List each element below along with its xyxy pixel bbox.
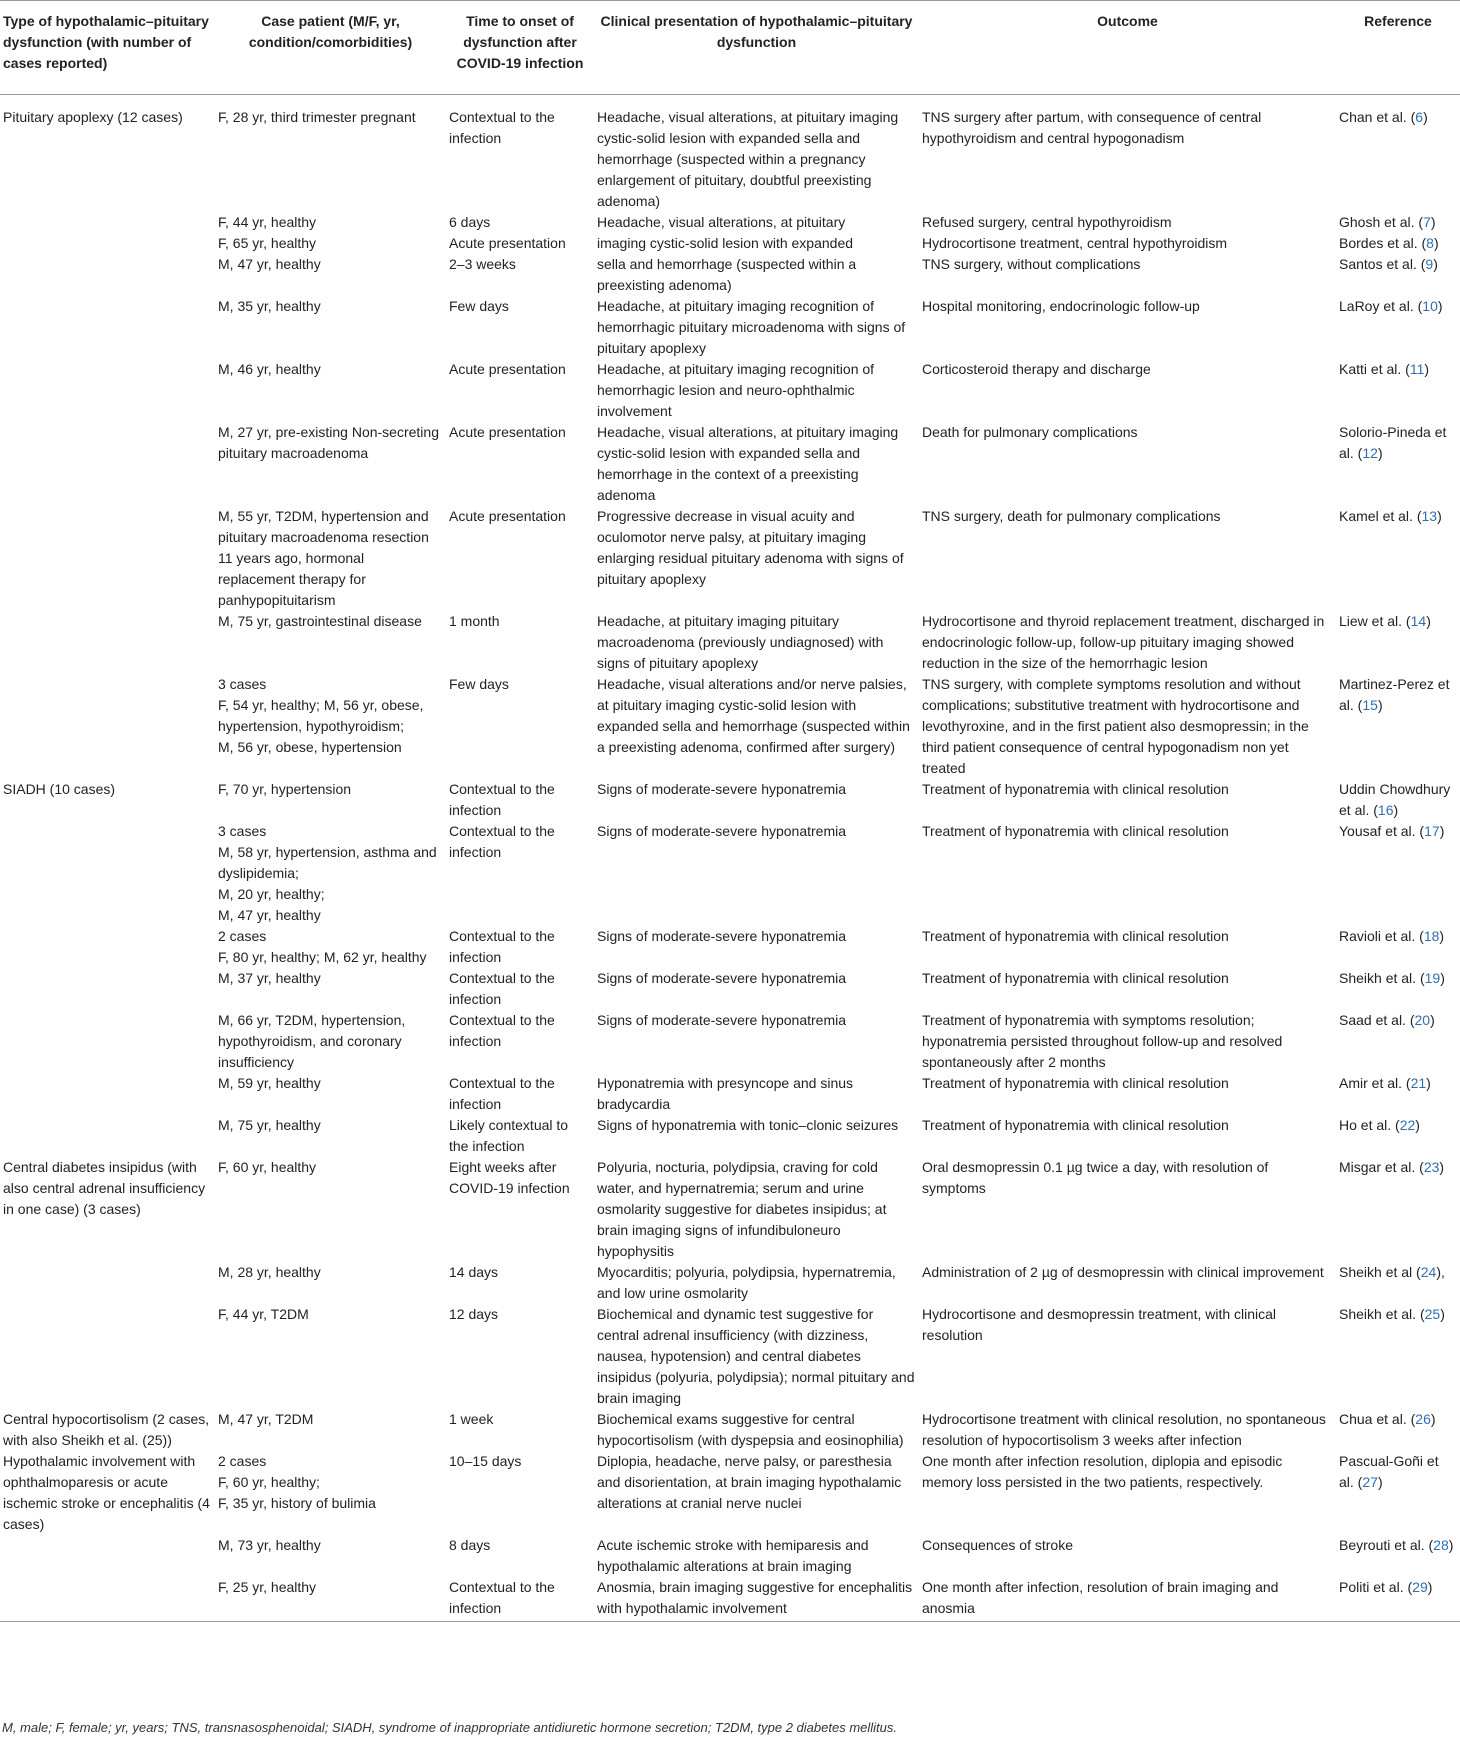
cell-type bbox=[0, 1115, 215, 1157]
header-patient: Case patient (M/F, yr, condition/comorbidities) bbox=[215, 1, 446, 95]
cell-reference: Santos et al. (9) bbox=[1339, 256, 1438, 272]
cell-patient: M, 59 yr, healthy bbox=[218, 1075, 321, 1091]
cell-patient: M, 46 yr, healthy bbox=[218, 361, 321, 377]
cell-type bbox=[0, 1073, 215, 1115]
table-row bbox=[0, 1577, 1460, 1622]
cell-time: 8 days bbox=[449, 1537, 491, 1553]
table-footnote: M, male; F, female; yr, years; TNS, transnasosphenoidal; SIADH, syndrome of inappropriate antidiuretic hormone secretion; T2DM, type 2 diabetes mellitus. bbox=[2, 1720, 898, 1735]
reference-link[interactable]: 16 bbox=[1377, 802, 1394, 818]
cell-type: Central diabetes insipidus (with also central adrenal insufficiency in one case) (3 cases) bbox=[3, 1159, 206, 1217]
reference-link[interactable]: 21 bbox=[1410, 1075, 1427, 1091]
reference-author: Chan et al. bbox=[1339, 109, 1407, 125]
cell-presentation: Signs of moderate-severe hyponatremia bbox=[597, 970, 847, 986]
table-row bbox=[0, 1304, 1460, 1409]
table-row bbox=[0, 926, 1460, 968]
cell-patient: 3 cases F, 54 yr, healthy; M, 56 yr, obese, hypertension, hypothyroidism; M, 56 yr, obese, hypertension bbox=[218, 676, 424, 755]
cell-time: Contextual to the infection bbox=[449, 823, 555, 860]
cell-patient: M, 47 yr, T2DM bbox=[218, 1411, 314, 1427]
cell-presentation: Headache, visual alterations, at pituitary imaging cystic-solid lesion with expanded sella and hemorrhage (suspected within a pregnancy enlargement of pituitary, doubtful preexisting adenoma) bbox=[597, 109, 899, 209]
cell-patient: M, 28 yr, healthy bbox=[218, 1264, 321, 1280]
reference-link[interactable]: 24 bbox=[1420, 1264, 1437, 1280]
reference-link[interactable]: 10 bbox=[1422, 298, 1438, 314]
cell-outcome: Oral desmopressin 0.1 µg twice a day, with resolution of symptoms bbox=[922, 1159, 1269, 1196]
cell-outcome: Treatment of hyponatremia with clinical resolution bbox=[922, 823, 1229, 839]
cell-presentation: Biochemical exams suggestive for central hypocortisolism (with dyspepsia and eosinophilia) bbox=[597, 1411, 904, 1448]
cell-presentation: Headache, at pituitary imaging pituitary macroadenoma (previously undiagnosed) with signs of pituitary apoplexy bbox=[597, 613, 884, 671]
cell-presentation: Headache, at pituitary imaging recognition of hemorrhagic lesion and neuro-ophthalmic involvement bbox=[597, 361, 875, 419]
reference-link[interactable]: 28 bbox=[1433, 1537, 1449, 1553]
cell-patient: 2 cases F, 80 yr, healthy; M, 62 yr, healthy bbox=[218, 928, 427, 965]
cell-reference: Sheikh et al (24), bbox=[1339, 1264, 1445, 1280]
cell-patient: F, 70 yr, hypertension bbox=[218, 781, 352, 797]
cell-outcome: Administration of 2 µg of desmopressin with clinical improvement bbox=[922, 1264, 1324, 1280]
reference-author: Sheikh et al. bbox=[1339, 1306, 1417, 1322]
cell-patient: 2 cases F, 60 yr, healthy; F, 35 yr, history of bulimia bbox=[218, 1453, 376, 1511]
table-row bbox=[0, 968, 1460, 1010]
cell-type bbox=[0, 422, 215, 506]
header-type: Type of hypothalamic–pituitary dysfunction (with number of cases reported) bbox=[0, 1, 215, 95]
reference-link[interactable]: 23 bbox=[1423, 1159, 1440, 1175]
cell-outcome: One month after infection, resolution of brain imaging and anosmia bbox=[919, 1577, 1336, 1622]
cell-type bbox=[0, 254, 215, 296]
reference-author: Yousaf et al. bbox=[1339, 823, 1416, 839]
cell-patient: M, 27 yr, pre-existing Non-secreting pituitary macroadenoma bbox=[218, 424, 439, 461]
reference-author: Chua et al. bbox=[1339, 1411, 1407, 1427]
cell-patient: M, 55 yr, T2DM, hypertension and pituitary macroadenoma resection 11 years ago, hormonal replacement therapy for panhypopituitarism bbox=[218, 508, 429, 608]
reference-link[interactable]: 8 bbox=[1426, 235, 1434, 251]
table-row bbox=[0, 212, 1460, 233]
cell-reference: Ho et al. (22) bbox=[1339, 1117, 1420, 1133]
cell-presentation: Polyuria, nocturia, polydipsia, craving for cold water, and hypernatremia; serum and urine osmolarity suggestive for diabetes insipidus; at brain imaging signs of infundibuloneuro hypophysitis bbox=[597, 1159, 887, 1259]
reference-author: Saad et al. bbox=[1339, 1012, 1406, 1028]
cell-outcome: Hospital monitoring, endocrinologic follow-up bbox=[922, 298, 1200, 314]
reference-author: Martinez-Perez et al. bbox=[1339, 676, 1450, 713]
cell-outcome: Hydrocortisone and thyroid replacement treatment, discharged in endocrinologic follow-up, follow-up pituitary imaging showed reduction in the size of the hemorrhagic lesion bbox=[922, 613, 1325, 671]
cell-time: 10–15 days bbox=[449, 1453, 522, 1469]
cell-time: Few days bbox=[449, 676, 509, 692]
cell-time: Contextual to the infection bbox=[449, 1075, 555, 1112]
table-row bbox=[0, 1451, 1460, 1535]
reference-author: Liew et al. bbox=[1339, 613, 1403, 629]
reference-link[interactable]: 13 bbox=[1421, 508, 1438, 524]
reference-author: Katti et al. bbox=[1339, 361, 1402, 377]
reference-author: Beyrouti et al. bbox=[1339, 1537, 1425, 1553]
cell-type bbox=[0, 1010, 215, 1073]
table-row bbox=[0, 674, 1460, 779]
cell-outcome: Hydrocortisone treatment, central hypothyroidism bbox=[922, 235, 1228, 251]
cell-patient: M, 47 yr, healthy bbox=[218, 256, 321, 272]
cell-reference: Katti et al. (11) bbox=[1339, 361, 1430, 377]
table-row bbox=[0, 611, 1460, 674]
reference-author: Politi et al. bbox=[1339, 1579, 1404, 1595]
reference-author: Sheikh et al bbox=[1339, 1264, 1413, 1280]
cell-type bbox=[0, 1535, 215, 1577]
header-presentation: Clinical presentation of hypothalamic–pituitary dysfunction bbox=[594, 1, 919, 95]
reference-link[interactable]: 29 bbox=[1412, 1579, 1428, 1595]
cell-presentation: Signs of moderate-severe hyponatremia bbox=[597, 781, 847, 797]
cell-presentation: Signs of hyponatremia with tonic–clonic seizures bbox=[597, 1117, 899, 1133]
cell-reference: Beyrouti et al. (28) bbox=[1339, 1537, 1454, 1553]
reference-link[interactable]: 9 bbox=[1425, 256, 1434, 272]
reference-link[interactable]: 25 bbox=[1424, 1306, 1441, 1322]
cell-time: Contextual to the infection bbox=[446, 1577, 594, 1622]
table-row bbox=[0, 779, 1460, 821]
cell-patient: M, 73 yr, healthy bbox=[218, 1537, 321, 1553]
cell-time: 1 month bbox=[449, 613, 500, 629]
cell-patient: M, 75 yr, gastrointestinal disease bbox=[218, 613, 422, 629]
cell-presentation: Headache, at pituitary imaging recognition of hemorrhagic pituitary microadenoma with signs of pituitary apoplexy bbox=[597, 298, 906, 356]
cell-outcome: Refused surgery, central hypothyroidism bbox=[922, 214, 1172, 230]
cell-reference: Pascual-Goñi et al. (27) bbox=[1339, 1453, 1439, 1490]
cell-time: Eight weeks after COVID-19 infection bbox=[449, 1159, 570, 1196]
cell-outcome: Corticosteroid therapy and discharge bbox=[922, 361, 1151, 377]
cell-type bbox=[0, 674, 215, 779]
cell-presentation: Progressive decrease in visual acuity and oculomotor nerve palsy, at pituitary imaging enlarging residual pituitary adenoma with signs of pituitary apoplexy bbox=[597, 508, 904, 587]
cell-presentation: Hyponatremia with presyncope and sinus bradycardia bbox=[597, 1075, 854, 1112]
cell-outcome: TNS surgery, with complete symptoms resolution and without complications; substitutive treatment with hydrocortisone and levothyroxine, and in the first patient also desmopressin; in the third patient consequence of central hypogonadism non yet treated bbox=[922, 676, 1309, 776]
cell-type bbox=[0, 212, 215, 233]
reference-link[interactable]: 12 bbox=[1362, 445, 1378, 461]
cell-presentation: Diplopia, headache, nerve palsy, or paresthesia and disorientation, at brain imaging hypothalamic alterations at cranial nerve nuclei bbox=[597, 1453, 902, 1511]
cell-time: 12 days bbox=[449, 1306, 499, 1322]
table-row bbox=[0, 95, 1460, 213]
reference-link[interactable]: 6 bbox=[1415, 109, 1424, 125]
cell-outcome: Death for pulmonary complications bbox=[922, 424, 1138, 440]
cell-outcome: Treatment of hyponatremia with clinical resolution bbox=[922, 1075, 1229, 1091]
cell-reference: Sheikh et al. (25) bbox=[1339, 1306, 1445, 1322]
cell-type bbox=[0, 821, 215, 926]
table-row bbox=[0, 233, 1460, 254]
cell-patient: F, 28 yr, third trimester pregnant bbox=[218, 109, 416, 125]
cell-type: Hypothalamic involvement with ophthalmoparesis or acute ischemic stroke or encephalitis (4 cases) bbox=[3, 1453, 210, 1532]
reference-author: Misgar et al. bbox=[1339, 1159, 1416, 1175]
cell-time: Contextual to the infection bbox=[449, 970, 555, 1007]
cell-presentation: Acute ischemic stroke with hemiparesis and hypothalamic alterations at brain imaging bbox=[597, 1537, 869, 1574]
cell-time: Few days bbox=[449, 298, 509, 314]
cell-patient: 3 cases M, 58 yr, hypertension, asthma and dyslipidemia; M, 20 yr, healthy; M, 47 yr, healthy bbox=[218, 823, 437, 923]
cell-patient: M, 75 yr, healthy bbox=[218, 1117, 321, 1133]
reference-author: Ravioli et al. bbox=[1339, 928, 1416, 944]
reference-author: Uddin Chowdhury et al. bbox=[1339, 781, 1451, 818]
cell-time: 14 days bbox=[449, 1264, 499, 1280]
header-reference: Reference bbox=[1336, 1, 1460, 95]
reference-author: Ghosh et al. bbox=[1339, 214, 1415, 230]
cell-time: Contextual to the infection bbox=[449, 928, 555, 965]
cell-type bbox=[0, 968, 215, 1010]
table-row bbox=[0, 1157, 1460, 1262]
cell-presentation: Signs of moderate-severe hyponatremia bbox=[597, 823, 847, 839]
cell-reference: Liew et al. (14) bbox=[1339, 613, 1431, 629]
cell-patient: F, 25 yr, healthy bbox=[215, 1577, 446, 1622]
cell-reference: Misgar et al. (23) bbox=[1339, 1159, 1445, 1175]
table-body bbox=[0, 95, 1460, 1622]
cell-patient: F, 44 yr, healthy bbox=[218, 214, 317, 230]
reference-author: Amir et al. bbox=[1339, 1075, 1403, 1091]
cell-presentation: Headache, visual alterations, at pituitary imaging cystic-solid lesion with expanded sella and hemorrhage in the context of a preexisting adenoma bbox=[597, 424, 899, 503]
cell-time: Contextual to the infection bbox=[449, 1012, 555, 1049]
header-outcome: Outcome bbox=[919, 1, 1336, 95]
table-row bbox=[0, 254, 1460, 296]
cell-outcome: Hydrocortisone and desmopressin treatment, with clinical resolution bbox=[922, 1306, 1277, 1343]
table-row bbox=[0, 1409, 1460, 1451]
cell-patient: M, 37 yr, healthy bbox=[218, 970, 321, 986]
cell-type bbox=[0, 1262, 215, 1304]
cell-type bbox=[0, 611, 215, 674]
cell-presentation: Anosmia, brain imaging suggestive for encephalitis with hypothalamic involvement bbox=[594, 1577, 919, 1622]
cell-reference: Chua et al. (26) bbox=[1339, 1411, 1436, 1427]
cell-outcome: TNS surgery, death for pulmonary complications bbox=[922, 508, 1221, 524]
reference-author: Ho et al. bbox=[1339, 1117, 1392, 1133]
cell-presentation: Headache, visual alterations and/or nerve palsies, at pituitary imaging cystic-solid lesion with expanded sella and hemorrhage (suspected within a preexisting adenoma, confirmed after surgery) bbox=[597, 676, 910, 755]
cell-reference: Kamel et al. (13) bbox=[1339, 508, 1442, 524]
table-row bbox=[0, 296, 1460, 359]
cell-reference: Bordes et al. (8) bbox=[1339, 235, 1439, 251]
table-row bbox=[0, 1262, 1460, 1304]
cell-time: Acute presentation bbox=[449, 361, 566, 377]
cell-outcome: Treatment of hyponatremia with clinical resolution bbox=[922, 781, 1229, 797]
reference-link[interactable]: 11 bbox=[1409, 361, 1425, 377]
cell-patient: F, 60 yr, healthy bbox=[218, 1159, 317, 1175]
cell-time: Contextual to the infection bbox=[449, 781, 555, 818]
cell-type: Pituitary apoplexy (12 cases) bbox=[3, 109, 183, 125]
cell-type: Central hypocortisolism (2 cases, with also Sheikh et al. (25)) bbox=[3, 1411, 210, 1448]
reference-link[interactable]: 15 bbox=[1362, 697, 1378, 713]
cell-patient: M, 35 yr, healthy bbox=[218, 298, 321, 314]
reference-author: Sheikh et al. bbox=[1339, 970, 1417, 986]
reference-author: Kamel et al. bbox=[1339, 508, 1413, 524]
cell-outcome: Consequences of stroke bbox=[922, 1537, 1073, 1553]
cell-presentation: sella and hemorrhage (suspected within a preexisting adenoma) bbox=[597, 256, 857, 293]
cell-outcome: Hydrocortisone treatment with clinical resolution, no spontaneous resolution of hypocortisolism 3 weeks after infection bbox=[922, 1411, 1326, 1448]
cell-type bbox=[0, 1304, 215, 1409]
cell-time: Likely contextual to the infection bbox=[449, 1117, 569, 1154]
cell-time: Acute presentation bbox=[449, 424, 566, 440]
header-time: Time to onset of dysfunction after COVID-19 infection bbox=[446, 1, 594, 95]
cell-outcome: TNS surgery, without complications bbox=[922, 256, 1141, 272]
cell-outcome: Treatment of hyponatremia with clinical resolution bbox=[922, 928, 1229, 944]
cell-reference: Yousaf et al. (17) bbox=[1339, 823, 1445, 839]
cell-outcome: Treatment of hyponatremia with clinical resolution bbox=[922, 970, 1229, 986]
reference-author: Solorio-Pineda et al. bbox=[1339, 424, 1447, 461]
cell-reference: LaRoy et al. (10) bbox=[1339, 298, 1443, 314]
reference-author: Pascual-Goñi et al. bbox=[1339, 1453, 1439, 1490]
cell-type: SIADH (10 cases) bbox=[3, 781, 116, 797]
table-row bbox=[0, 1535, 1460, 1577]
reference-link[interactable]: 17 bbox=[1424, 823, 1440, 839]
cell-type bbox=[0, 1577, 215, 1622]
cell-reference: Solorio-Pineda et al. (12) bbox=[1339, 424, 1447, 461]
reference-link[interactable]: 7 bbox=[1423, 214, 1431, 230]
cell-time: 6 days bbox=[449, 214, 491, 230]
cell-reference: Martinez-Perez et al. (15) bbox=[1339, 676, 1450, 713]
reference-link[interactable]: 14 bbox=[1410, 613, 1427, 629]
reference-link[interactable]: 20 bbox=[1414, 1012, 1431, 1028]
table-header bbox=[0, 1, 1460, 95]
cell-reference: Ravioli et al. (18) bbox=[1339, 928, 1445, 944]
table-row bbox=[0, 1073, 1460, 1115]
cell-reference: Sheikh et al. (19) bbox=[1339, 970, 1445, 986]
table-row bbox=[0, 821, 1460, 926]
cell-patient: F, 44 yr, T2DM bbox=[218, 1306, 309, 1322]
cell-time: 2–3 weeks bbox=[449, 256, 516, 272]
cell-type bbox=[0, 296, 215, 359]
reference-link[interactable]: 27 bbox=[1362, 1474, 1378, 1490]
reference-link[interactable]: 19 bbox=[1424, 970, 1441, 986]
reference-author: LaRoy et al. bbox=[1339, 298, 1414, 314]
cell-outcome: TNS surgery after partum, with consequence of central hypothyroidism and central hypogonadism bbox=[922, 109, 1262, 146]
cell-time: Acute presentation bbox=[449, 235, 566, 251]
cell-patient: M, 66 yr, T2DM, hypertension, hypothyroidism, and coronary insufficiency bbox=[218, 1012, 406, 1070]
cell-reference: Uddin Chowdhury et al. (16) bbox=[1339, 781, 1451, 818]
cell-presentation: imaging cystic-solid lesion with expanded bbox=[597, 235, 854, 251]
cell-presentation: Signs of moderate-severe hyponatremia bbox=[597, 928, 847, 944]
reference-link[interactable]: 22 bbox=[1399, 1117, 1416, 1133]
cell-time: Acute presentation bbox=[449, 508, 566, 524]
reference-author: Bordes et al. bbox=[1339, 235, 1418, 251]
table-row bbox=[0, 506, 1460, 611]
cell-reference: Politi et al. (29) bbox=[1336, 1577, 1460, 1622]
table-row bbox=[0, 1115, 1460, 1157]
reference-link[interactable]: 26 bbox=[1415, 1411, 1431, 1427]
cell-outcome: Treatment of hyponatremia with clinical resolution bbox=[922, 1117, 1229, 1133]
table-row bbox=[0, 1010, 1460, 1073]
cell-outcome: Treatment of hyponatremia with symptoms resolution; hyponatremia persisted throughout follow-up and resolved spontaneously after 2 months bbox=[922, 1012, 1283, 1070]
reference-author: Santos et al. bbox=[1339, 256, 1417, 272]
cell-presentation: Headache, visual alterations, at pituitary bbox=[597, 214, 846, 230]
cell-type bbox=[0, 926, 215, 968]
cell-time: Contextual to the infection bbox=[449, 109, 555, 146]
cell-time: 1 week bbox=[449, 1411, 494, 1427]
cell-presentation: Signs of moderate-severe hyponatremia bbox=[597, 1012, 847, 1028]
cell-type bbox=[0, 359, 215, 422]
cell-reference: Chan et al. (6) bbox=[1339, 109, 1428, 125]
table-row bbox=[0, 422, 1460, 506]
cell-presentation: Biochemical and dynamic test suggestive for central adrenal insufficiency (with dizziness, nausea, hypotension) and central diabetes insipidus (polyuria, polydipsia); normal pituitary and brain imaging bbox=[597, 1306, 915, 1406]
cell-patient: F, 65 yr, healthy bbox=[218, 235, 317, 251]
cell-reference: Ghosh et al. (7) bbox=[1339, 214, 1436, 230]
cell-reference: Saad et al. (20) bbox=[1339, 1012, 1435, 1028]
reference-link[interactable]: 18 bbox=[1423, 928, 1440, 944]
cell-type bbox=[0, 233, 215, 254]
cell-presentation: Myocarditis; polyuria, polydipsia, hypernatremia, and low urine osmolarity bbox=[597, 1264, 896, 1301]
cell-outcome: One month after infection resolution, diplopia and episodic memory loss persisted in the two patients, respectively. bbox=[922, 1453, 1283, 1490]
cell-type bbox=[0, 506, 215, 611]
table-row bbox=[0, 359, 1460, 422]
cell-reference: Amir et al. (21) bbox=[1339, 1075, 1431, 1091]
